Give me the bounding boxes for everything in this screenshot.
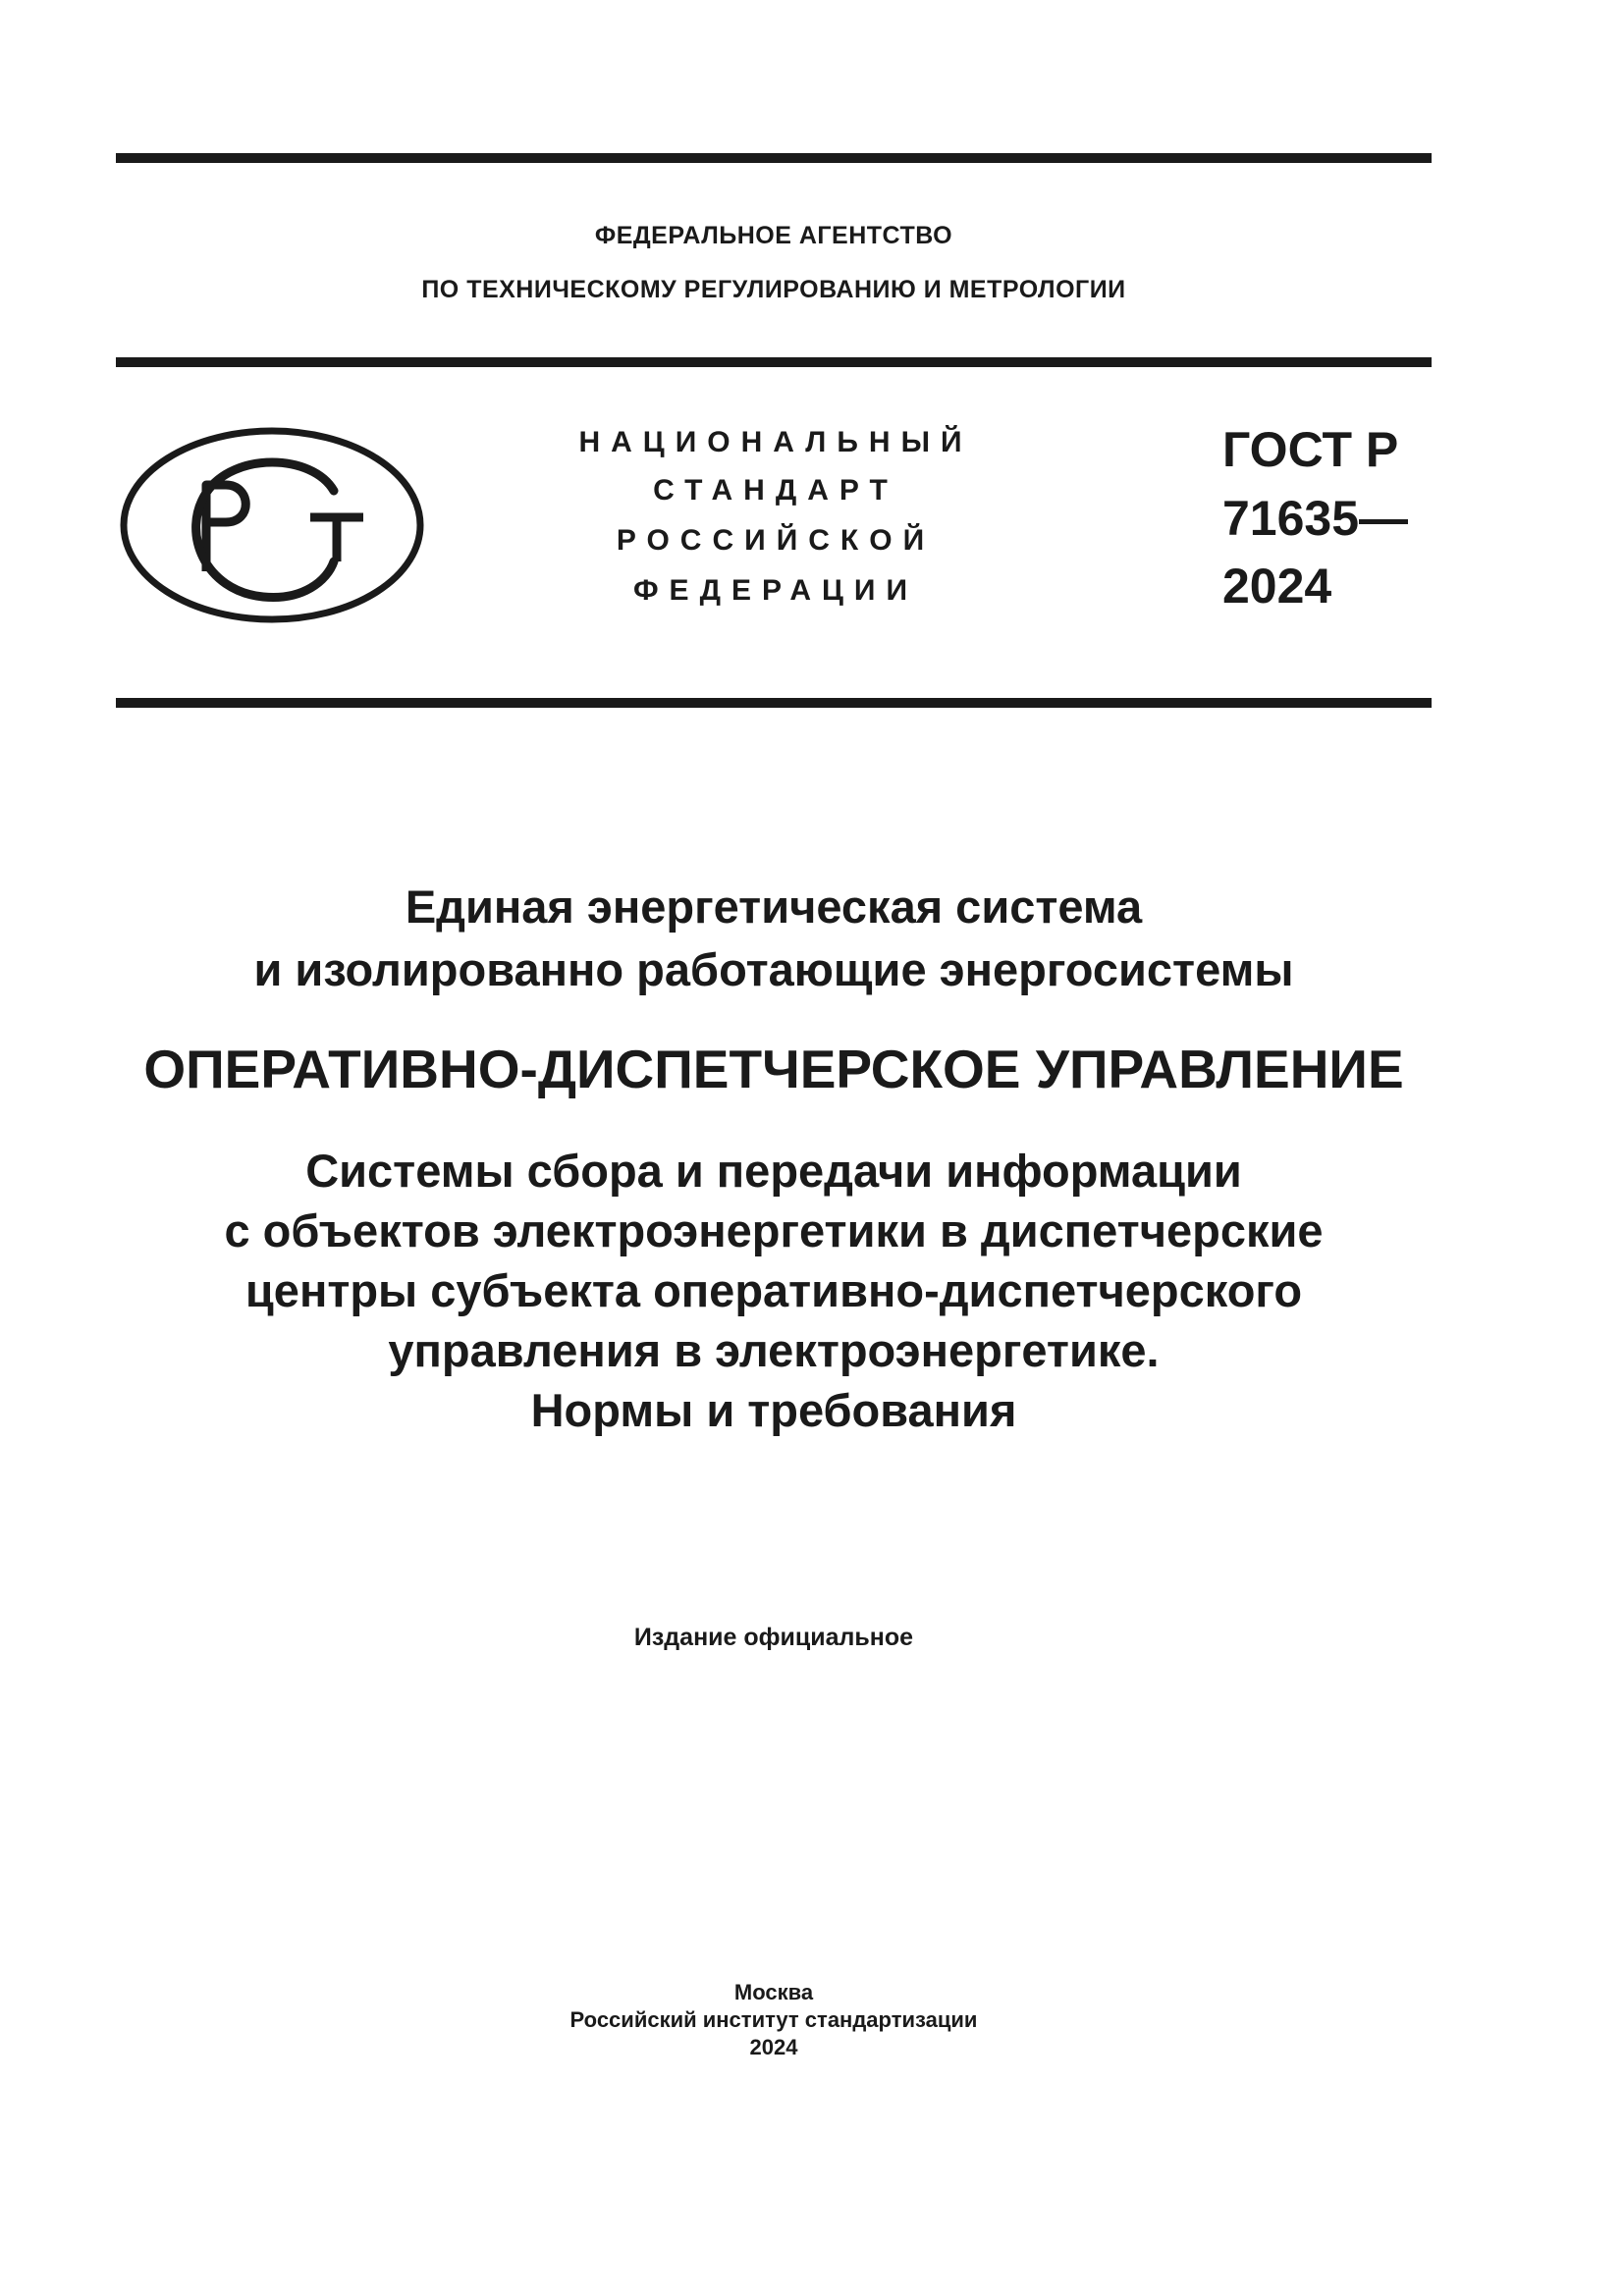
agency-name-line-2: ПО ТЕХНИЧЕСКОМУ РЕГУЛИРОВАНИЮ И МЕТРОЛОГИИ (421, 276, 1126, 303)
national-standard-line-3: РОССИЙСКОЙ (616, 524, 936, 557)
series-title-line-2: и изолированно работающие энергосистемы (253, 943, 1294, 995)
rst-logo-icon (116, 424, 428, 626)
imprint-city: Москва (733, 1980, 814, 2004)
main-title: ОПЕРАТИВНО-ДИСПЕТЧЕРСКОЕ УПРАВЛЕНИЕ (143, 1039, 1404, 1099)
subject-title-line-5: Нормы и требования (530, 1384, 1017, 1436)
national-standard-line-2: СТАНДАРТ (653, 474, 898, 507)
subject-title-line-3: центры субъекта оперативно-диспетчерского (244, 1264, 1303, 1316)
subject-title-line-2: с объектов электроэнергетики в диспетчерские (224, 1204, 1324, 1256)
subject-title-line-1: Системы сбора и передачи информации (305, 1145, 1242, 1197)
standard-designation-line-3: 2024 (1222, 559, 1332, 614)
series-title-line-1: Единая энергетическая система (405, 881, 1143, 933)
national-standard-line-1: НАЦИОНАЛЬНЫЙ (578, 426, 973, 458)
standard-designation-line-1: ГОСТ Р (1222, 422, 1399, 477)
national-standard-line-4: ФЕДЕРАЦИИ (632, 574, 919, 607)
header-divider-rule (116, 357, 1432, 367)
top-rule (116, 153, 1432, 163)
edition-label: Издание официальное (633, 1624, 914, 1651)
agency-name-line-1: ФЕДЕРАЛЬНОЕ АГЕНТСТВО (594, 222, 953, 249)
standard-block-divider-rule (116, 698, 1432, 708)
imprint-publisher: Российский институт стандартизации (569, 2007, 978, 2032)
imprint-year: 2024 (749, 2035, 798, 2059)
subject-title-line-4: управления в электроэнергетике. (388, 1324, 1160, 1376)
standard-designation-line-2: 71635— (1222, 491, 1409, 546)
